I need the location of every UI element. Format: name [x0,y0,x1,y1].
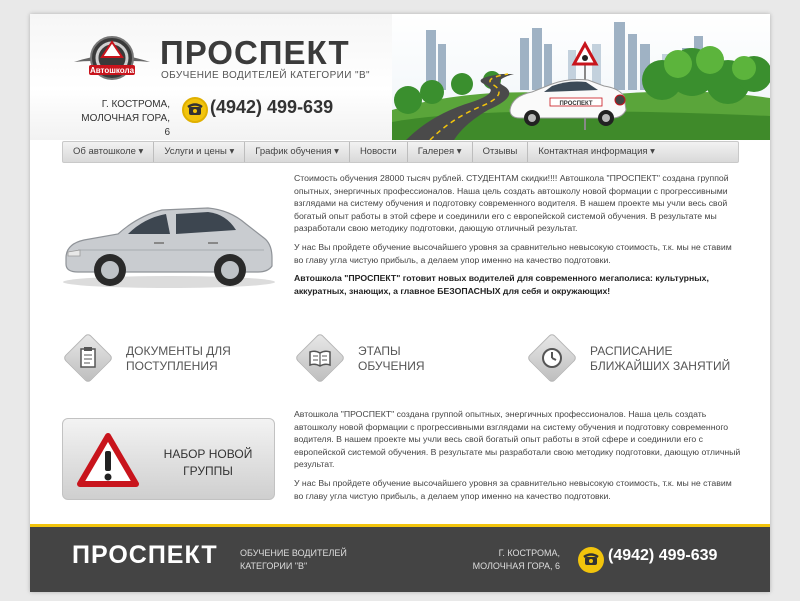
nav-item-gallery[interactable]: Галерея ▾ [408,142,473,162]
feature-stages[interactable] [294,334,494,384]
footer-phone[interactable]: (4942) 499-639 [608,547,718,564]
brand-title[interactable]: ПРОСПЕКТ [160,34,350,71]
document-icon [74,344,102,372]
clock-icon [538,344,566,372]
nav-item-reviews[interactable]: Отзывы [473,142,529,162]
new-group-label-line: НАБОР НОВОЙ [163,447,253,461]
footer-address [460,547,560,573]
about-paragraph: Автошкола "ПРОСПЕКТ" создана группой опытных, энергичных профессионалов. Наша цель создать автошколу новой формации с прогрессивными взглядами на систему обучения и подготовку современного водителя. В нашем проекте мы учли весь свой богатый опыт работы в этой сфере и соединили его с европейской системой обучения. В результате мы разработали свою методику подготовки, дающую отличный результат. [294,409,741,470]
book-icon [306,344,334,372]
address-line: Г. КОСТРОМА, [101,99,170,110]
about-paragraph: У нас Вы пройдете обучение высочайшего уровня за сравнительно невысокую стоимость, т.к. мы не ставим во главу угла чистую прибыль, а делаем упор именно на качество подготовки. [294,477,732,501]
nav-item-news[interactable]: Новости [350,142,408,162]
footer-brand[interactable]: ПРОСПЕКТ [72,541,218,569]
header-phone[interactable]: (4942) 499-639 [210,97,334,117]
new-group-button[interactable] [62,418,275,500]
feature-label-line: РАСПИСАНИЕ [590,344,673,358]
footer-tagline-line: ОБУЧЕНИЕ ВОДИТЕЛЕЙ [240,548,347,558]
footer-address-line: МОЛОЧНАЯ ГОРА, 6 [472,561,560,571]
about-text [294,408,742,508]
feature-label-line: ОБУЧЕНИЯ [358,359,425,373]
footer-tagline-line: КАТЕГОРИИ "В" [240,561,308,571]
new-group-label [153,446,263,480]
feature-label [126,344,246,374]
footer-address-line: Г. КОСТРОМА, [498,548,560,558]
feature-label [358,344,478,374]
scene-car-text: ПРОСПЕКТ [559,101,593,107]
feature-documents[interactable] [62,334,262,384]
new-group-label-line: ГРУППЫ [183,464,233,478]
warning-triangle-icon [77,433,139,487]
nav-item-contacts[interactable]: Контактная информация ▾ [538,146,655,157]
nav-item-schedule[interactable]: График обучения ▾ [245,142,350,162]
feature-label-line: ДОКУМЕНТЫ ДЛЯ [126,344,231,358]
feature-label-line: БЛИЖАЙШИХ ЗАНЯТИЙ [590,359,731,373]
logo-text: Автошкола [89,66,135,75]
header-address [78,98,170,140]
intro-paragraph: Стоимость обучения 28000 тысяч рублей. СТУДЕНТАМ скидки!!!! Автошкола "ПРОСПЕКТ" создана группой опытных, энергичных профессионалов. Наша цель создать автошколу новой формации с прогрессивными взглядами на систему обучения и подготовку современного водителя. В нашем проекте мы учли весь свой богатый опыт работы в этой сфере и соединили его с европейской системой обучения. В результате мы разработали свою методику подготовки, дающую отличный результат. [294,173,729,234]
header [30,14,770,140]
nav-item-about[interactable]: Об автошколе ▾ [63,142,154,162]
main-nav [62,141,739,163]
feature-label-line: ЭТАПЫ [358,344,401,358]
feature-label [590,344,740,374]
address-line: МОЛОЧНАЯ ГОРА, 6 [81,113,170,138]
brand-tagline: ОБУЧЕНИЕ ВОДИТЕЛЕЙ КАТЕГОРИИ "В" [161,70,371,81]
feature-label-line: ПОСТУПЛЕНИЯ [126,359,218,373]
logo-emblem[interactable] [72,32,152,88]
car-image [58,194,280,290]
feature-timetable[interactable] [526,334,736,384]
intro-text [294,172,740,303]
footer-tagline [240,547,347,573]
phone-icon [182,97,208,123]
phone-icon [578,547,604,573]
nav-item-services[interactable]: Услуги и цены ▾ [154,142,245,162]
page [30,14,770,592]
header-illustration [392,14,770,140]
footer [30,524,770,592]
intro-paragraph: У нас Вы пройдете обучение высочайшего уровня за сравнительно невысокую стоимость, т.к. мы не ставим во главу угла чистую прибыль, а делаем упор именно на качество подготовки. [294,241,732,265]
intro-highlight: Автошкола "ПРОСПЕКТ" готовит новых водителей для современного мегаполиса: культурных, аккуратных, знающих, а главное БЕЗОПАСНЫХ для себя и окружающих! [294,273,709,296]
